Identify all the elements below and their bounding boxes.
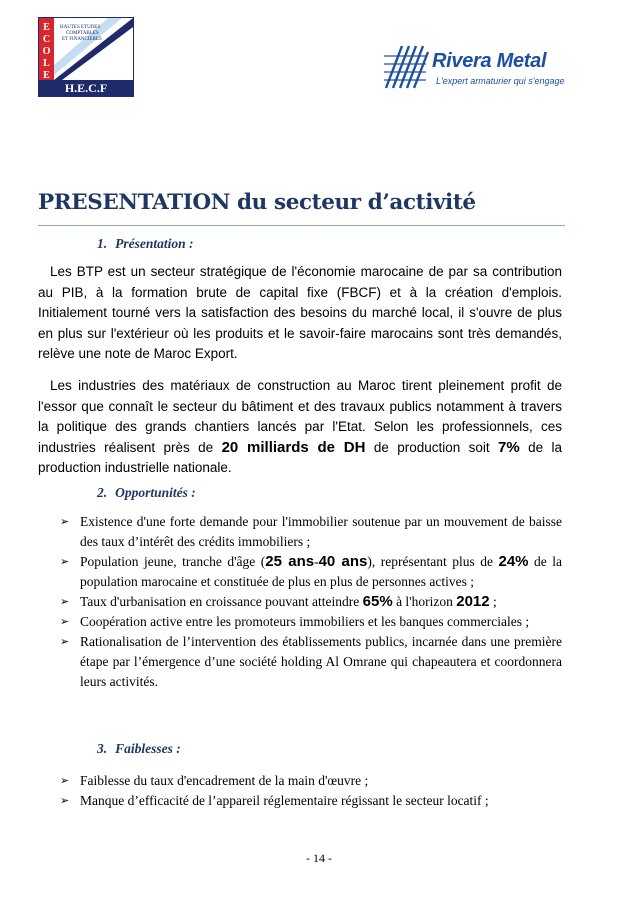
presentation-paragraph-2 [38,376,562,479]
list-item [60,771,562,791]
list-item [60,592,562,612]
section-title: Opportunités : [115,485,196,500]
section-heading-opportunites [97,485,196,501]
text-run: ), représentant plus de [367,554,499,569]
highlight-value: 2012 [456,593,490,610]
text-run: Taux d'urbanisation en croissance pouvant atteindre [80,594,363,609]
page-number: - 14 - [306,851,332,865]
text-run: à l'horizon [392,594,457,609]
list-item-text: Coopération active entre les promoteurs immobiliers et les banques commerciales ; [80,614,530,629]
hecf-letter: E [43,70,50,81]
text-run: ; [489,594,497,609]
highlight-value: 24% [498,553,529,570]
section-heading-faiblesses [97,741,181,757]
presentation-paragraph-1: Les BTP est un secteur stratégique de l'économie marocaine de par sa contribution au PIB, à la formation brute de capital fixe (FBCF) et à la création d'emplois. Initialement tourné vers la satisfaction des besoins du marché local, il s'ouvre de plus en plus sur l'extérieur où les produits et le savoir-faire marocains sont très demandés, relève une note de Maroc Export. [38,264,562,362]
list-item [60,552,562,592]
hecf-letter: C [42,34,51,45]
list-item-text: Existence d'une forte demande pour l'immobilier soutenue par un mouvement de baisse des taux d’intérêt des crédits immobiliers ; [80,514,562,549]
section-number: 2. [97,485,108,500]
rivera-tagline: L'expert armaturier qui s'engage [436,76,565,86]
text-run: de production soit [365,439,499,455]
text-run: Population jeune, tranche d'âge ( [80,554,266,569]
hecf-letter: L [43,58,50,69]
section-number: 1. [97,236,108,251]
text-run: de la production industrielle nationale. [38,439,562,476]
highlight-value: 7% [498,438,520,456]
text-run: de la population marocaine et constituée de plus en plus de personnes actives ; [80,554,562,589]
rivera-mesh-icon [380,42,430,92]
arrow-bullet-icon: ➢ [60,555,70,568]
section-title: Présentation : [115,236,194,251]
hecf-letter: E [43,22,50,33]
arrow-bullet-icon: ➢ [60,794,70,807]
list-item-text: Manque d’efficacité de l’appareil réglementaire régissant le secteur locatif ; [80,793,489,808]
arrow-bullet-icon: ➢ [60,615,70,628]
rivera-name: Rivera Metal [432,50,547,72]
title-divider [38,225,565,226]
hecf-logo [38,17,134,97]
highlight-value: 40 ans [318,553,368,570]
rivera-metal-logo [380,38,565,98]
hecf-letter: O [42,46,51,57]
text-run: - [314,554,319,569]
highlight-value: 65% [362,593,393,610]
section-number: 3. [97,741,108,756]
hecf-subtitle: HAUTES ETUDES [60,25,101,30]
hecf-name: H.E.C.F [64,81,108,95]
highlight-value: 20 milliards de DH [221,438,366,456]
hecf-subtitle: ET FINANCIERES [62,37,102,42]
highlight-value: 25 ans [265,553,315,570]
arrow-bullet-icon: ➢ [60,635,70,648]
hecf-subtitle: COMPTABLES [66,31,99,36]
list-item-text: Faiblesse du taux d'encadrement de la main d'œuvre ; [80,773,369,788]
faiblesses-list [60,771,562,811]
list-item [60,612,562,632]
opportunites-list [60,512,562,692]
list-item-text: Rationalisation de l’intervention des établissements publics, incarnée dans une première étape par l’émergence d’une société holding Al Omrane qui chapeautera et coordonnera leurs activités. [80,634,562,689]
section-heading-presentation [97,236,194,252]
text-run: Les industries des matériaux de construction au Maroc tirent pleinement profit de l'essor que connaît le secteur du bâtiment et des travaux publics notamment à travers la politique des grands chantiers lancés par l'Etat. Selon les professionnels, ces industries réalisent près de [38,378,562,455]
list-item [60,512,562,552]
arrow-bullet-icon: ➢ [60,774,70,787]
section-title: Faiblesses : [115,741,181,756]
arrow-bullet-icon: ➢ [60,595,70,608]
list-item [60,632,562,692]
arrow-bullet-icon: ➢ [60,515,70,528]
page-title: PRESENTATION du secteur d’activité [38,190,476,215]
list-item [60,791,562,811]
